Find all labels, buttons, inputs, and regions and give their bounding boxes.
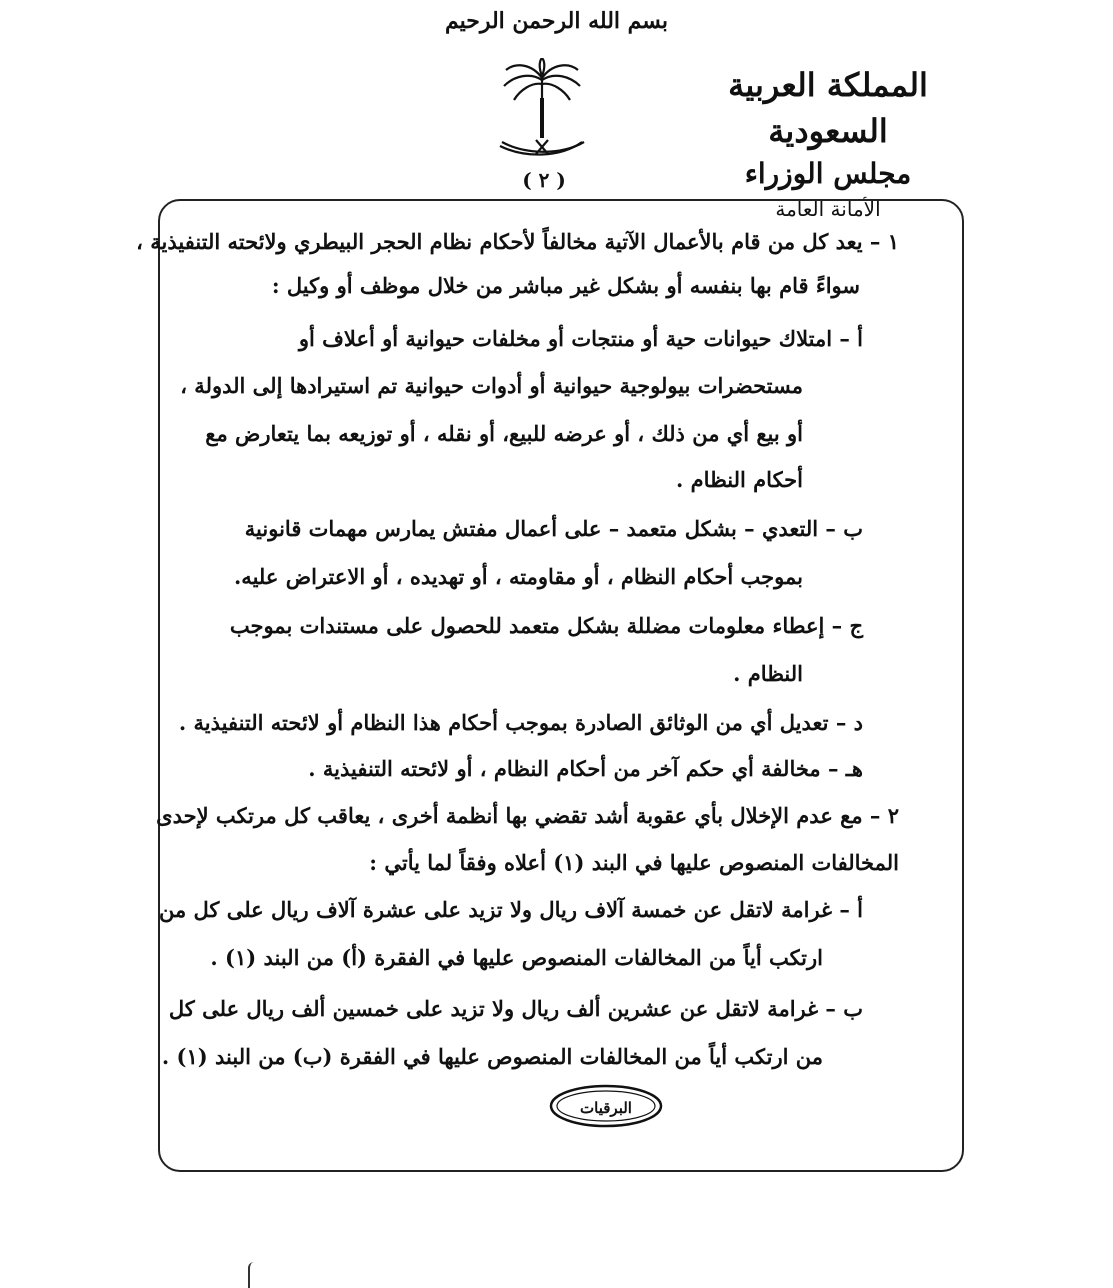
clause-2-line-1: ٢ – مع عدم الإخلال بأي عقوبة أشد تقضي بها أنظمة أخرى ، يعاقب كل مرتكب لإحدى xyxy=(156,803,899,828)
council-name: مجلس الوزراء xyxy=(744,157,912,190)
stamp-text: البرقيات xyxy=(580,1099,632,1117)
penalty-a-line-2: ارتكب أياً من المخالفات المنصوص عليها في الفقرة (أ) من البند (١) . xyxy=(210,945,823,970)
item-a-line-2: مستحضرات بيولوجية حيوانية أو أدوات حيوانية تم استيرادها إلى الدولة ، xyxy=(180,373,803,398)
item-a-line-1: أ – امتلاك حيوانات حية أو منتجات أو مخلفات حيوانية أو أعلاف أو xyxy=(298,326,863,351)
item-d-line: د – تعديل أي من الوثائق الصادرة بموجب أحكام هذا النظام أو لائحته التنفيذية . xyxy=(178,710,863,735)
item-c-line-2: النظام . xyxy=(733,661,803,686)
official-stamp-icon xyxy=(548,1083,664,1129)
secretariat-name: الأمانة العامة xyxy=(775,197,881,221)
item-a-line-3: أو بيع أي من ذلك ، أو عرضه للبيع، أو نقله ، أو توزيعه بما يتعارض مع xyxy=(205,421,803,446)
penalty-b-line-2: من ارتكب أياً من المخالفات المنصوص عليها في الفقرة (ب) من البند (١) . xyxy=(161,1044,823,1069)
clause-1-line-1: ١ – يعد كل من قام بالأعمال الآتية مخالفاً لأحكام نظام الحجر البيطري ولائحته التنفيذية ، xyxy=(136,229,899,254)
item-c-line-1: ج – إعطاء معلومات مضللة بشكل متعمد للحصول على مستندات بموجب xyxy=(229,613,863,638)
clause-1-line-2: سواءً قام بها بنفسه أو بشكل غير مباشر من خلال موظف أو وكيل : xyxy=(271,273,860,298)
item-e-line: هـ – مخالفة أي حكم آخر من أحكام النظام ، أو لائحته التنفيذية . xyxy=(308,756,863,781)
penalty-a-line-1: أ – غرامة لاتقل عن خمسة آلاف ريال ولا تزيد على عشرة آلاف ريال على كل من xyxy=(158,897,863,922)
clause-2-line-2: المخالفات المنصوص عليها في البند (١) أعلاه وفقاً لما يأتي : xyxy=(369,850,899,875)
margin-mark xyxy=(248,1262,258,1288)
palm-and-swords-icon xyxy=(496,58,588,176)
item-a-line-4: أحكام النظام . xyxy=(676,467,803,492)
item-b-line-1: ب – التعدي – بشكل متعمد – على أعمال مفتش يمارس مهمات قانونية xyxy=(244,516,863,541)
item-b-line-2: بموجب أحكام النظام ، أو مقاومته ، أو تهديده ، أو الاعتراض عليه. xyxy=(234,564,803,589)
page-number: ( ٢ ) xyxy=(522,168,566,192)
kingdom-name: المملكة العربية السعودية xyxy=(728,66,928,150)
penalty-b-line-1: ب – غرامة لاتقل عن عشرين ألف ريال ولا تزيد على خمسين ألف ريال على كل xyxy=(168,996,863,1021)
basmala: بسم الله الرحمن الرحيم xyxy=(444,8,669,34)
